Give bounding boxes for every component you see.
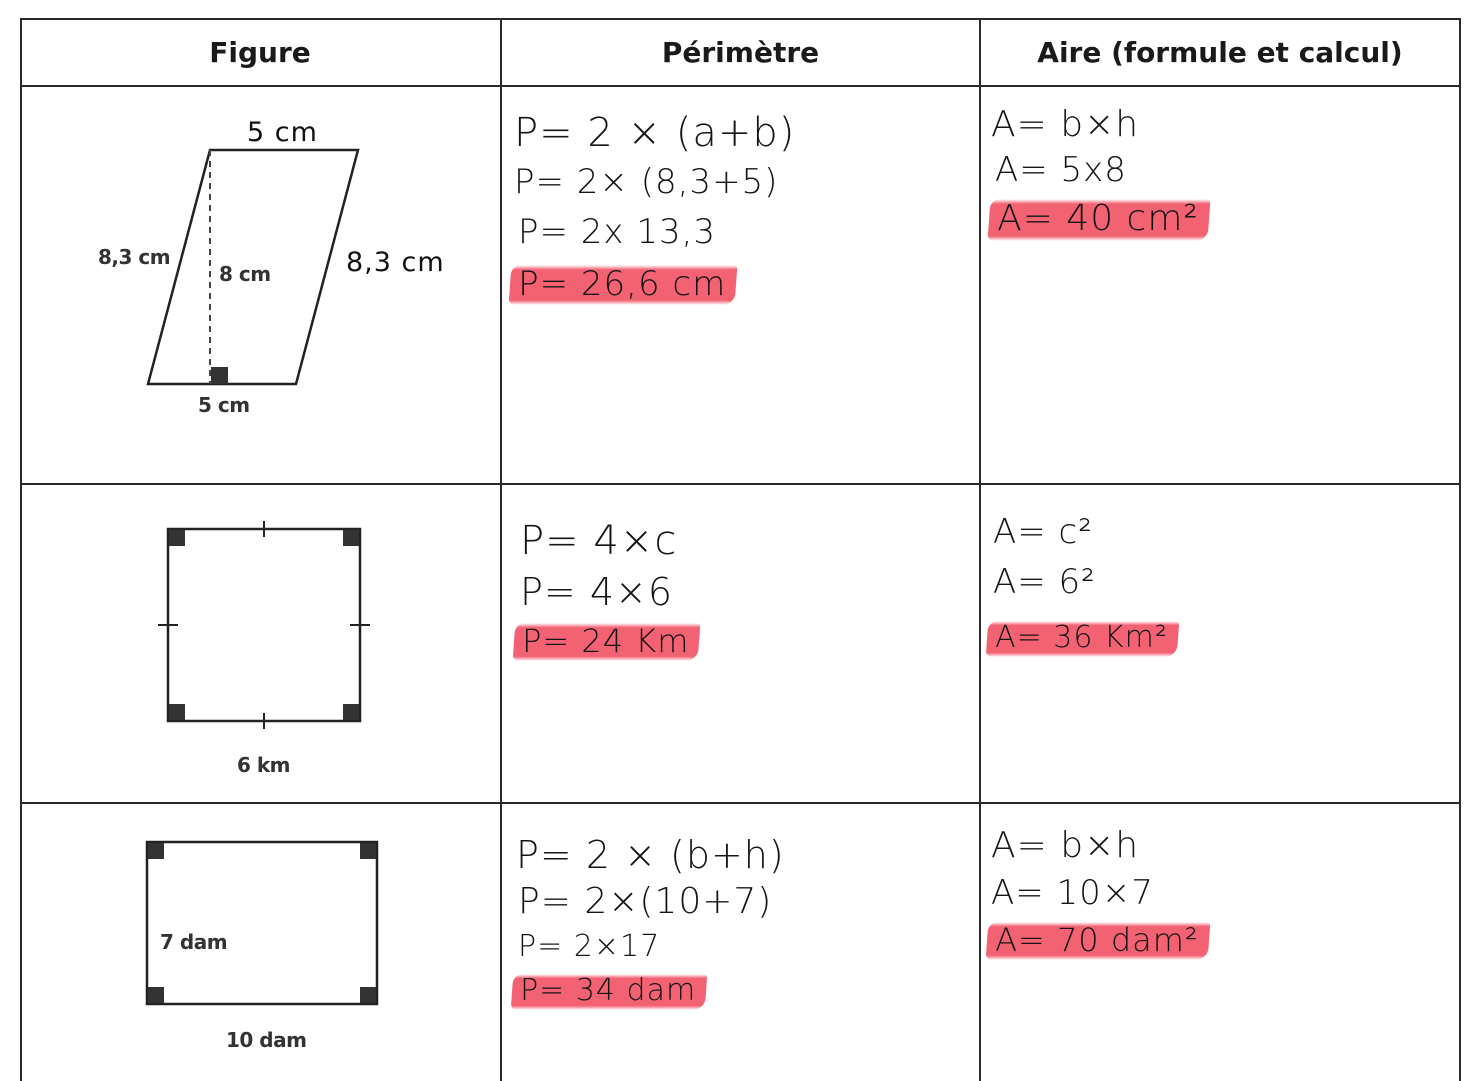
header-perimetre: Périmètre — [661, 35, 820, 69]
row1-figure-cell — [22, 87, 500, 483]
row1-area-cell — [981, 87, 1459, 483]
row2-figure-cell — [22, 485, 500, 802]
table-border-right — [1459, 18, 1461, 1081]
area-result: A= 36 Km² — [995, 620, 1168, 655]
area-result-highlight — [988, 199, 1211, 241]
figure-height-label: 8 cm — [219, 262, 271, 286]
row3-perimeter-cell — [502, 804, 979, 1081]
perimeter-result-highlight — [513, 623, 701, 661]
figure-bottom-label: 5 cm — [198, 393, 250, 417]
results-table — [20, 18, 1461, 1081]
perimeter-result: P= 24 Km — [522, 622, 690, 660]
area-result: A= 70 dam² — [995, 921, 1199, 959]
header-figure: Figure — [209, 35, 311, 69]
figure-top-label: 5 cm — [247, 117, 318, 148]
row3-figure-cell — [22, 804, 500, 1081]
area-line: A= b×h — [991, 104, 1140, 145]
area-result: A= 40 cm² — [997, 198, 1199, 239]
perimeter-line: P= 2 × (b+h) — [516, 833, 785, 877]
area-line: A= 10×7 — [991, 873, 1154, 913]
row2-area-cell — [981, 485, 1459, 802]
perimeter-line: P= 2×17 — [518, 929, 661, 964]
row3-area-cell — [981, 804, 1459, 1081]
perimeter-result-highlight — [509, 265, 738, 305]
area-line: A= 5x8 — [995, 150, 1127, 190]
figure-left-label: 7 dam — [160, 930, 228, 954]
figure-bottom-label: 10 dam — [226, 1028, 307, 1052]
figure-left-label: 8,3 cm — [98, 245, 171, 269]
area-line: A= b×h — [991, 825, 1140, 866]
area-result-highlight — [986, 621, 1179, 657]
area-line: A= 6² — [993, 562, 1096, 602]
perimeter-line: P= 2× (8,3+5) — [514, 162, 779, 202]
perimeter-line: P= 4×c — [520, 518, 678, 564]
header-aire: Aire (formule et calcul) — [1037, 35, 1403, 69]
area-result-highlight — [986, 922, 1210, 960]
perimeter-result: P= 26,6 cm — [518, 264, 727, 304]
perimeter-line: P= 2×(10+7) — [518, 881, 773, 922]
perimeter-line: P= 2 × (a+b) — [514, 110, 796, 156]
figure-bottom-label: 6 km — [237, 753, 291, 777]
perimeter-result: P= 34 dam — [520, 973, 697, 1008]
perimeter-result-highlight — [511, 974, 708, 1010]
area-line: A= c² — [993, 512, 1093, 552]
perimeter-line: P= 2x 13,3 — [518, 212, 717, 252]
figure-right-label: 8,3 cm — [346, 247, 445, 278]
row2-perimeter-cell — [502, 485, 979, 802]
perimeter-line: P= 4×6 — [520, 570, 674, 614]
row1-perimeter-cell — [502, 87, 979, 483]
